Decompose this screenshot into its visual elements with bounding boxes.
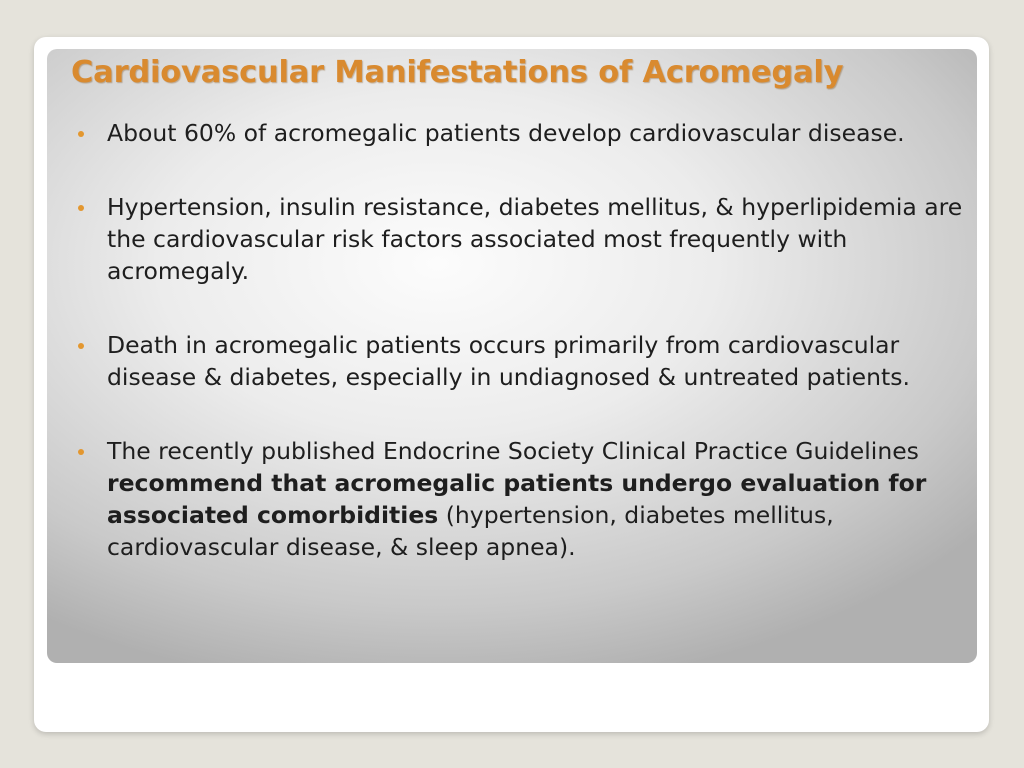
bullet-item-3	[78, 329, 978, 393]
bullet-dot-icon	[78, 131, 84, 137]
bullet-item-4	[78, 435, 978, 563]
bullet-dot-icon	[78, 205, 84, 211]
bullet-text: About 60% of acromegalic patients develop cardiovascular disease.	[107, 119, 905, 147]
bullet-dot-icon	[78, 343, 84, 349]
bullet-item-2	[78, 191, 978, 287]
bullet-item-1	[78, 117, 978, 149]
bullet-text: Hypertension, insulin resistance, diabetes mellitus, & hyperlipidemia are the cardiovascular risk factors associated most frequently with acromegaly.	[107, 193, 963, 285]
slide-title: Cardiovascular Manifestations of Acromegaly	[71, 55, 844, 90]
bullet-list	[78, 117, 978, 563]
bullet-text-emphasis: recommend that acromegalic patients undergo evaluation for associated comorbidities	[107, 469, 927, 529]
bullet-text-suffix: (hypertension, diabetes mellitus, cardiovascular disease, & sleep apnea).	[107, 501, 834, 561]
bullet-dot-icon	[78, 449, 84, 455]
bullet-text-prefix: The recently published Endocrine Society Clinical Practice Guidelines	[107, 437, 919, 465]
bullet-text: Death in acromegalic patients occurs primarily from cardiovascular disease & diabetes, especially in undiagnosed & untreated patients.	[107, 331, 910, 391]
